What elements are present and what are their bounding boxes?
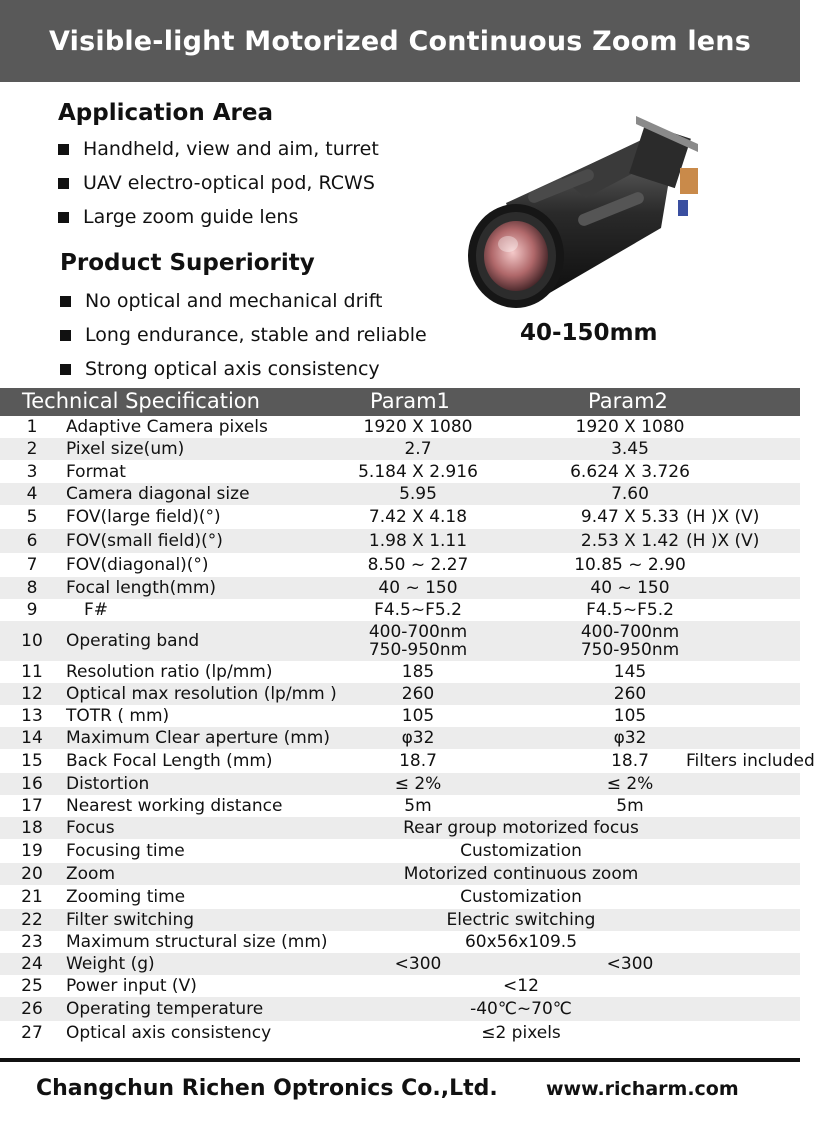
superiority-list [60,284,427,386]
spec-row-value: Customization [460,887,582,907]
spec-row-number: 22 [21,910,43,930]
spec-row-value: Rear group motorized focus [403,818,639,838]
spec-row-param1: 1.98 X 1.11 [368,531,468,551]
spec-row-number: 8 [26,578,38,598]
spec-row [0,909,800,931]
spec-row-number: 18 [21,818,43,838]
spec-row [0,749,815,773]
application-item: UAV electro-optical pod, RCWS [58,166,379,200]
spec-row [0,773,800,795]
spec-row-number: 17 [21,796,43,816]
spec-row-param2: 145 [613,662,647,682]
spec-row-number: 15 [21,751,43,771]
spec-row-name: Power input (V) [66,976,197,996]
spec-row-number: 26 [21,999,43,1019]
spec-row-number: 4 [26,484,38,504]
spec-row-param1: 7.42 X 4.18 [368,507,468,527]
spec-row [0,885,800,909]
spec-row [0,599,800,621]
spec-row [0,975,800,997]
bullet-square-icon [60,364,71,375]
spec-row-name: Resolution ratio (lp/mm) [66,662,273,682]
spec-row-param2: ≤ 2% [606,774,654,794]
spec-row-name: Weight (g) [66,954,155,974]
spec-row-number: 9 [26,600,38,620]
spec-row-note: Filters included [686,751,815,771]
spec-row-param2: 6.624 X 3.726 [570,462,690,482]
spec-row-number: 1 [26,417,38,437]
spec-row-name: FOV(small field)(°) [66,531,223,551]
bullet-square-icon [58,178,69,189]
spec-row-param2: F4.5~F5.2 [586,600,674,620]
bullet-square-icon [58,212,69,223]
spec-row-param2: 5m [616,796,644,816]
spec-row-name: Nearest working distance [66,796,283,816]
spec-row-param2: 9.47 X 5.33 [580,507,680,527]
spec-row-param1: 5.184 X 2.916 [358,462,478,482]
spec-row-number: 27 [21,1023,43,1043]
spec-row [0,661,800,683]
spec-row-number: 19 [21,841,43,861]
spec-row-name: Adaptive Camera pixels [66,417,268,437]
superiority-item: Long endurance, stable and reliable [60,318,427,352]
spec-row-param1: 1920 X 1080 [363,417,473,437]
spec-row [0,705,800,727]
application-area-title: Application Area [58,100,273,126]
spec-row-param1: 5m [404,796,432,816]
superiority-item: No optical and mechanical drift [60,284,427,318]
spec-row-param2: 7.60 [611,484,649,504]
spec-row-name: Focal length(mm) [66,578,217,598]
spec-row-value: Electric switching [446,910,596,930]
spec-row [0,1021,800,1045]
spec-row [0,553,800,577]
spec-row-value: Motorized continuous zoom [403,864,639,884]
spec-row-name: Zoom [66,864,116,884]
spec-table-header [0,388,800,416]
spec-row-number: 21 [21,887,43,907]
spec-row-param1: 750-950nm [368,640,468,660]
spec-row-value: 60x56x109.5 [464,932,578,952]
spec-row-name: Maximum Clear aperture (mm) [66,728,330,748]
spec-row-number: 3 [26,462,38,482]
spec-row-name: Filter switching [66,910,195,930]
spec-row-param2: 3.45 [611,439,649,459]
spec-row [0,577,800,599]
spec-row-name: Maximum structural size (mm) [66,932,328,952]
bullet-square-icon [60,296,71,307]
spec-row-param1: <300 [394,954,442,974]
spec-row-param2: <300 [606,954,654,974]
bullet-square-icon [60,330,71,341]
spec-row-param2: 2.53 X 1.42 [580,531,680,551]
spec-table [0,416,815,1045]
spec-row-name: FOV(diagonal)(°) [66,555,209,575]
spec-row-param2: 105 [613,706,647,726]
zoom-lens-product-image [466,108,706,313]
focal-range-label: 40-150mm [520,320,658,346]
website-url: www.richarm.com [546,1078,739,1100]
spec-row-param1: 40 ~ 150 [378,578,458,598]
spec-row [0,438,800,460]
spec-header-param1: Param1 [370,389,450,413]
spec-row-param1: 8.50 ~ 2.27 [367,555,469,575]
spec-row-param2: 750-950nm [580,640,680,660]
spec-row [0,621,800,661]
spec-row [0,997,800,1021]
spec-row-param2: 18.7 [611,751,649,771]
spec-row-name: Format [66,462,126,482]
spec-row-param1: 18.7 [399,751,437,771]
spec-row-number: 7 [26,555,38,575]
spec-row-param2: 10.85 ~ 2.90 [574,555,686,575]
spec-row-number: 5 [26,507,38,527]
spec-row-name: Distortion [66,774,150,794]
spec-row [0,727,800,749]
spec-row [0,416,800,438]
spec-row [0,505,800,529]
spec-row [0,931,800,953]
spec-row-param2: 40 ~ 150 [590,578,670,598]
product-superiority-title: Product Superiority [60,250,315,276]
spec-row-value: <12 [503,976,539,996]
application-item: Large zoom guide lens [58,200,379,234]
spec-row-number: 20 [21,864,43,884]
spec-row [0,529,800,553]
spec-row-param1: 105 [401,706,435,726]
application-item: Handheld, view and aim, turret [58,132,379,166]
spec-row-name: Focus [66,818,115,838]
spec-row-param1: 185 [401,662,435,682]
spec-row-value: ≤2 pixels [481,1023,561,1043]
spec-row [0,817,800,839]
page-header [0,0,800,82]
spec-row-name: Focusing time [66,841,185,861]
spec-row-note: (H )X (V) [686,531,760,551]
spec-row-param1: 260 [401,684,435,704]
spec-row-param2: 260 [613,684,647,704]
superiority-item: Strong optical axis consistency [60,352,427,386]
spec-row-name: Operating temperature [66,999,264,1019]
spec-row-param2: 400-700nm [580,622,680,642]
spec-row-number: 2 [26,439,38,459]
spec-row-name: FOV(large field)(°) [66,507,221,527]
application-list [58,132,379,234]
spec-row-number: 16 [21,774,43,794]
spec-row-name: Pixel size(um) [66,439,185,459]
spec-row-number: 11 [21,662,43,682]
spec-row-number: 12 [21,684,43,704]
spec-row [0,795,800,817]
spec-row-note: (H )X (V) [686,507,760,527]
spec-row-name: TOTR ( mm) [66,706,170,726]
spec-row-param1: 2.7 [404,439,432,459]
spec-header-param2: Param2 [588,389,668,413]
spec-row-name: Operating band [66,631,200,651]
page-title: Visible-light Motorized Continuous Zoom lens [49,25,751,57]
company-name: Changchun Richen Optronics Co.,Ltd. [36,1076,498,1101]
spec-row-number: 13 [21,706,43,726]
spec-row-name: Zooming time [66,887,186,907]
spec-row-param1: φ32 [401,728,435,748]
spec-row-name: F# [84,600,109,620]
spec-row-param1: 400-700nm [368,622,468,642]
spec-row [0,460,800,483]
spec-row-value: Customization [460,841,582,861]
bullet-square-icon [58,144,69,155]
spec-row-number: 10 [21,631,43,651]
spec-row-number: 23 [21,932,43,952]
spec-row-name: Optical axis consistency [66,1023,272,1043]
spec-row-number: 25 [21,976,43,996]
spec-row-param2: 1920 X 1080 [575,417,685,437]
spec-row-value: -40℃~70℃ [470,999,572,1019]
spec-row-number: 14 [21,728,43,748]
spec-row [0,863,800,885]
spec-row [0,483,800,505]
spec-row [0,839,800,863]
spec-row-param1: 5.95 [399,484,437,504]
spec-row-param1: F4.5~F5.2 [374,600,462,620]
spec-row-name: Optical max resolution (lp/mm ) [66,684,337,704]
spec-row-name: Camera diagonal size [66,484,250,504]
spec-row [0,683,800,705]
spec-row-param2: φ32 [613,728,647,748]
spec-row-name: Back Focal Length (mm) [66,751,273,771]
spec-row-number: 24 [21,954,43,974]
spec-row-param1: ≤ 2% [394,774,442,794]
spec-header-title: Technical Specification [22,389,260,413]
spec-row-number: 6 [26,531,38,551]
spec-row [0,953,800,975]
footer-divider [0,1058,800,1062]
